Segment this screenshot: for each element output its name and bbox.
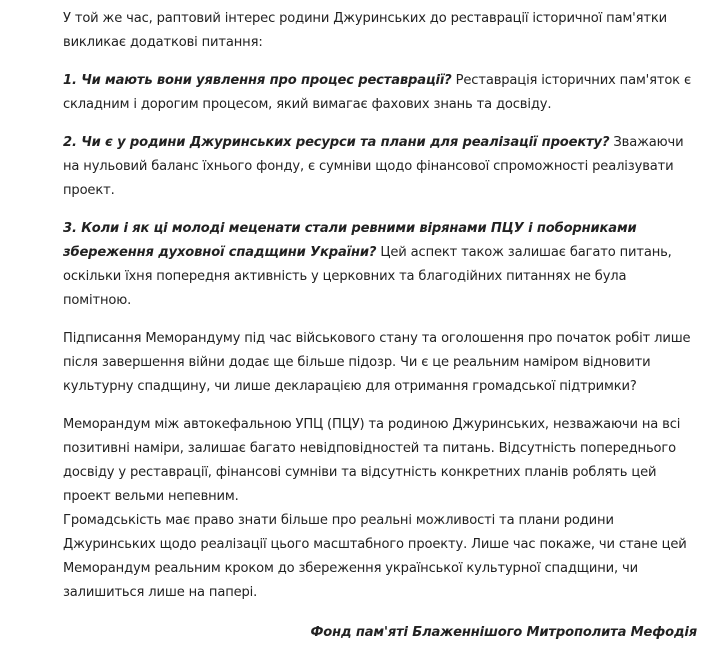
question-item-3 (63, 217, 697, 313)
question-text-2: 2. Чи є у родини Джуринських ресурси та плани для реалізації проекту? (63, 135, 610, 150)
memorandum-timing-paragraph: Підписання Меморандуму під час військового стану та оголошення про початок робіт лише після завершення війни додає ще більше підозр. Чи є це реальним наміром відновити культурну спадщину, чи лише декларацією для отримання громадської підтримки? (63, 331, 691, 394)
answer-text-1: Реставрація історичних пам'яток є складним і дорогим процесом, який вимагає фахових знань та досвіду. (63, 73, 691, 112)
intro-paragraph: У той же час, раптовий інтерес родини Джуринських до реставрації історичної пам'ятки викликає додаткові питання: (63, 11, 667, 50)
question-text-3: 3. Коли і як ці молоді меценати стали ревними вірянами ПЦУ і поборниками збереження духовної спадщини України? (63, 221, 637, 260)
question-item-2 (63, 131, 697, 203)
answer-text-3: Цей аспект також залишає багато питань, оскільки їхня попередня активність у церковних та благодійних питаннях не була помітною. (63, 245, 672, 308)
conclusion-paragraph-1: Меморандум між автокефальною УПЦ (ПЦУ) та родиною Джуринських, незважаючи на всі позитивні наміри, залишає багато невідповідностей та питань. Відсутність попереднього досвіду у реставрації, фінансові сумніви та відсутність конкретних планів роблять цей проект вельми непевним. (63, 417, 681, 504)
question-item-1 (63, 69, 697, 117)
conclusion-paragraph-2: Громадськість має право знати більше про реальні можливості та плани родини Джуринських щодо реалізації цього масштабного проекту. Лише час покаже, чи стане цей Меморандум реальним кроком до збереження української культурної спадщини, чи залишиться лише на папері. (63, 513, 687, 600)
answer-text-2: Зважаючи на нульовий баланс їхнього фонду, є сумніви щодо фінансової спроможності реалізувати проект. (63, 135, 684, 198)
question-text-1: 1. Чи мають вони уявлення про процес реставрації? (63, 73, 452, 88)
signature: Фонд пам'яті Блаженнішого Митрополита Мефодія (310, 625, 697, 640)
